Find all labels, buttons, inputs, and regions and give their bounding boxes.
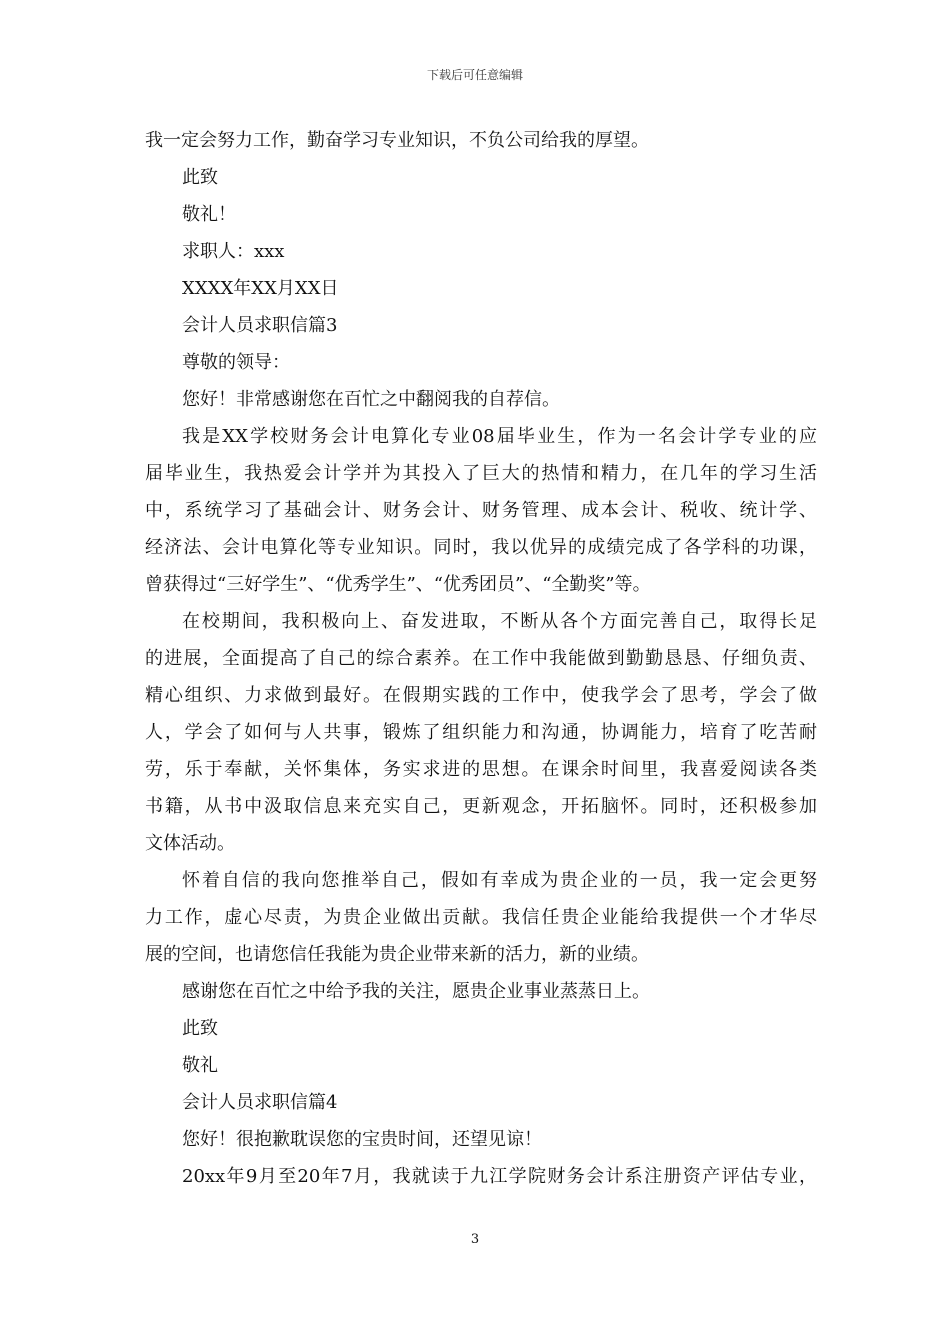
text-line: 此致 — [182, 167, 218, 188]
text-line: 人，学会了如何与人共事，锻炼了组织能力和沟通，协调能力，培育了吃苦耐 — [145, 722, 817, 743]
page-header: 下载后可任意编辑 — [426, 68, 523, 82]
text-line: 展的空间，也请您信任我能为贵企业带来新的活力，新的业绩。 — [145, 944, 649, 965]
page-number: 3 — [470, 1232, 480, 1247]
text-line: XXXX年XX月XX日 — [182, 278, 339, 299]
text-line: 我是XX学校财务会计电算化专业08届毕业生，作为一名会计学专业的应 — [182, 426, 817, 447]
text-line: 书籍，从书中汲取信息来充实自己，更新观念，开拓脑怀。同时，还积极参加 — [145, 796, 817, 817]
text-line: 求职人：xxx — [182, 241, 285, 262]
text-line: 敬礼 — [182, 1055, 218, 1076]
text-line: 20xx年9月至20年7月，我就读于九江学院财务会计系注册资产评估专业， — [182, 1166, 817, 1187]
text-line: 精心组织、力求做到最好。在假期实践的工作中，使我学会了思考，学会了做 — [145, 685, 817, 706]
text-line: 曾获得过“三好学生”、“优秀学生”、“优秀团员”、“全勤奖”等。 — [145, 574, 651, 595]
text-line: 会计人员求职信篇4 — [182, 1092, 338, 1113]
text-line: 尊敬的领导： — [182, 352, 290, 373]
text-line: 劳，乐于奉献，关怀集体，务实求进的思想。在课余时间里，我喜爱阅读各类 — [145, 759, 817, 780]
text-line: 届毕业生，我热爱会计学并为其投入了巨大的热情和精力，在几年的学习生活 — [145, 463, 817, 484]
text-line: 怀着自信的我向您推举自己，假如有幸成为贵企业的一员，我一定会更努 — [182, 870, 817, 891]
text-line: 您好！很抱歉耽误您的宝贵时间，还望见谅！ — [182, 1129, 542, 1150]
text-line: 文体活动。 — [145, 833, 235, 854]
text-line: 您好！非常感谢您在百忙之中翻阅我的自荐信。 — [182, 389, 560, 410]
text-line: 敬礼！ — [182, 204, 236, 225]
text-line: 感谢您在百忙之中给予我的关注，愿贵企业事业蒸蒸日上。 — [182, 981, 650, 1002]
text-line: 此致 — [182, 1018, 218, 1039]
document-body — [145, 122, 817, 1195]
text-line: 的进展，全面提高了自己的综合素养。在工作中我能做到勤勤恳恳、仔细负责、 — [145, 648, 817, 669]
text-line: 我一定会努力工作，勤奋学习专业知识，不负公司给我的厚望。 — [145, 130, 649, 151]
text-line: 中，系统学习了基础会计、财务会计、财务管理、成本会计、税收、统计学、 — [145, 500, 817, 521]
text-line: 在校期间，我积极向上、奋发进取，不断从各个方面完善自己，取得长足 — [182, 611, 817, 632]
text-line: 力工作，虚心尽责，为贵企业做出贡献。我信任贵企业能给我提供一个才华尽 — [145, 907, 817, 928]
text-line: 经济法、会计电算化等专业知识。同时，我以优异的成绩完成了各学科的功课， — [145, 537, 817, 558]
text-line: 会计人员求职信篇3 — [182, 315, 338, 336]
